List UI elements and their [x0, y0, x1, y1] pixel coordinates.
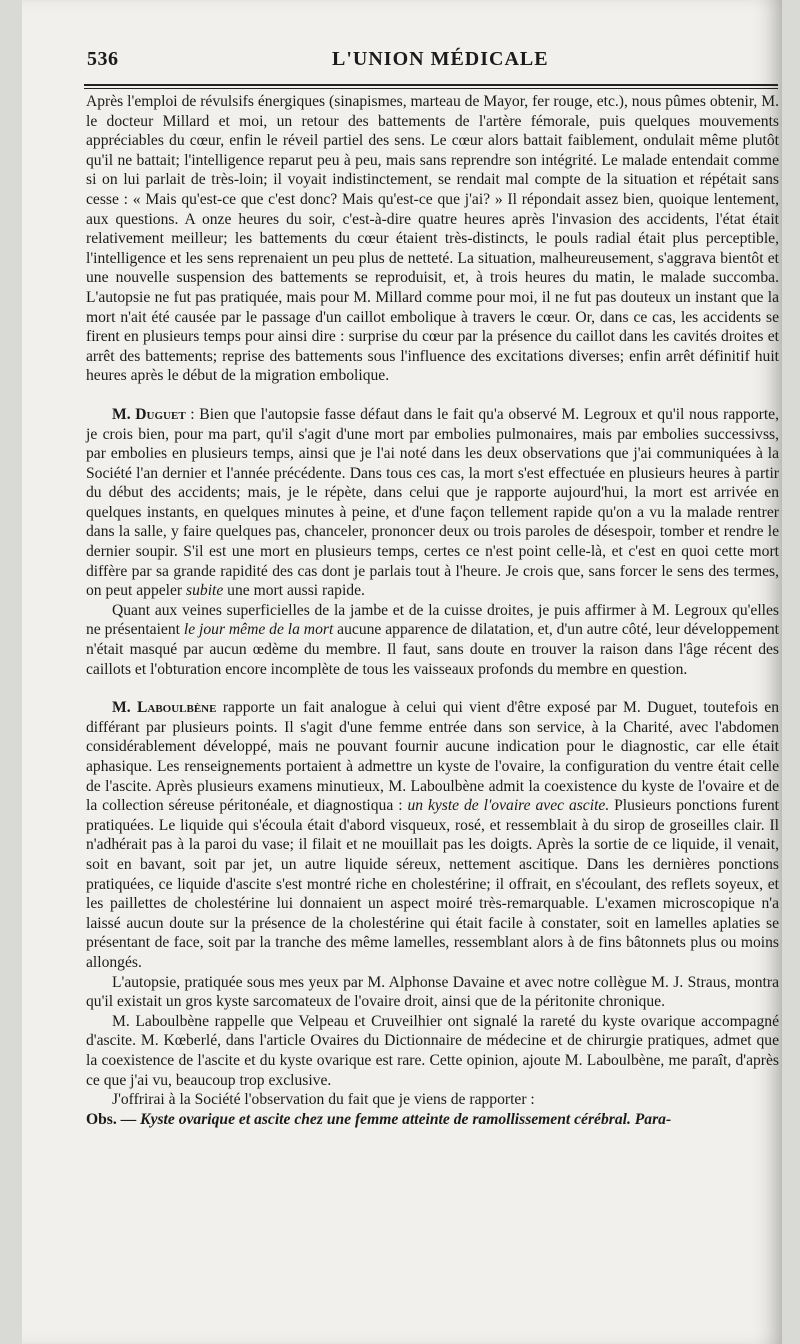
- speaker-name: M. Duguet: [112, 405, 186, 423]
- paragraph-velpeau: M. Laboulbène rappelle que Velpeau et Cruveilhier ont signalé la rareté du kyste ovarique accompagné d'ascite. M. Kœberlé, dans l'article Ovaires du Dictionnaire de médecine et de chirurgie pratiques, admet que la coexistence de l'ascite et du kyste ovarique est rare. Cette opinion, ajoute M. Laboulbène, me paraît, d'après ce que j'ai vu, beaucoup trop exclusive.: [86, 1012, 779, 1089]
- paragraph-laboulbene: [86, 698, 779, 972]
- emphasis: subite: [186, 582, 224, 600]
- article-body: [86, 92, 779, 1129]
- paragraph-text: Plusieurs ponctions furent pratiquées. Le liquide qui s'écoula était d'abord visqueux, rosé, et ressemblait à du sirop de groseilles clair. Il n'adhérait pas à la paroi du vase; il filait et ne mouillait pas les doigts. Après la sortie de ce liquide, il venait, soit en bavant, soit par jet, un autre liquide séreux, nettement ascitique. Dans les dernières ponctions pratiquées, ce liquide d'ascite s'est montré riche en cholestérine; il offrait, en s'écoulant, des reflets soyeux, et les paillettes de cholestérine lui donnaient un aspect moiré très-remarquable. L'examen microscopique n'a laissé aucun doute sur la présence de la cholestérine qui était facile à constater, soit en lamelles aplaties se présentant de face, soit par la tranche des même lamelles, ressemblant alors à de fins bâtonnets plus ou moins allongés.: [86, 797, 779, 971]
- paragraph-text: : Bien que l'autopsie fasse défaut dans le fait qu'a observé M. Legroux et qu'il nous rapporte, je crois bien, pour ma part, qu'il s'agit d'une mort par embolies pulmonaires, mais par embolies successivss, par embolies en plusieurs temps, ainsi que je l'ai noté dans les deux observations que j'ai communiquées à la Société l'an dernier et l'année précédente. Dans tous ces cas, la mort s'est effectuée en plusieurs heures à partir du début des accidents; mais, je le répète, dans celui que je rapporte aujourd'hui, la mort est arrivée en quelques instants, en quelques minutes à peine, et d'une façon tellement rapide qu'on a vu la malade rentrer dans la salle, y faire quelques pas, chanceler, prononcer deux ou trois paroles de désespoir, tomber et rendre le dernier soupir. S'il est une mort en plusieurs temps, certes ce n'est point celle-là, et c'est en quoi cette mort diffère par sa grande rapidité des cas dont je parlais tout à l'heure. Je crois que, sans forcer le sens des termes, on peut appeler: [86, 405, 779, 600]
- paragraph-text: Quant aux veines superficielles de la jambe et de la cuisse droites, je puis affirmer à M. Legroux qu'elles ne présentaient: [86, 601, 779, 639]
- observation-label: Obs. —: [86, 1110, 137, 1128]
- paragraph-text: aucune apparence de dilatation, et, d'un autre côté, leur développement n'était masqué par aucun œdème du membre. Il faut, sans doute en trouver la raison dans l'âge récent des caillots et l'obturation encore incomplète de tous les vaisseaux profonds du membre en question.: [86, 621, 780, 678]
- header-rule: [84, 84, 778, 86]
- paragraph-legroux-case: Après l'emploi de révulsifs énergiques (sinapismes, marteau de Mayor, fer rouge, etc.), nous pûmes obtenir, M. le docteur Millard et moi, un retour des battements de l'artère fémorale, puis quelques mouvements appréciables du cœur, enfin le réveil partiel des sens. Le cœur alors battait faiblement, ondulait même plutôt qu'il ne battait; l'intelligence reparut peu à peu, mais sans reprendre son intégrité. Le malade entendait comme si on lui parlait de très-loin; il voyait indistinctement, se rendait mal compte de la situation et répétait sans cesse : « Mais qu'est-ce que c'est donc? Mais qu'est-ce que j'ai? » Il répondait assez bien, quoique lentement, aux questions. A onze heures du soir, c'est-à-dire quatre heures après l'invasion des accidents, l'état était relativement meilleur; les battements du cœur étaient très-distincts, le pouls radial était plus perceptible, l'intelligence et les sens reprenaient un peu plus de netteté. La situation, malheureusement, s'aggrava bientôt et une nouvelle suspension des battements se reproduisit, et, à trois heures du matin, le malade succomba. L'autopsie ne fut pas pratiquée, mais pour M. Millard comme pour moi, il ne fut pas douteux un instant que la mort n'ait été causée par le passage d'un caillot embolique à travers le cœur. Or, dans ce cas, les accidents se firent en plusieurs temps pour ainsi dire : surprise du cœur par la présence du caillot dans les cavités droites et arrêt des battements; reprise des battements sous l'influence des excitations diverses; enfin arrêt définitif huit heures après le début de la migration embolique.: [86, 93, 779, 385]
- header-rule-thin: [84, 88, 778, 89]
- paragraph-autopsy: L'autopsie, pratiquée sous mes yeux par M. Alphonse Davaine et avec notre collègue M. J. Straus, montra qu'il existait un gros kyste sarcomateux de l'ovaire droit, ainsi que de la péritonite chronique.: [86, 973, 779, 1011]
- page-header: [87, 44, 777, 84]
- emphasis: un kyste de l'ovaire avec ascite.: [407, 797, 610, 815]
- emphasis: le jour même de la mort: [183, 621, 334, 639]
- paragraph-veins: [86, 601, 779, 679]
- paragraph-text: une mort aussi rapide.: [223, 582, 365, 600]
- paragraph-offer: J'offrirai à la Société l'observation du fait que je viens de rapporter :: [112, 1091, 535, 1109]
- book-page: [22, 0, 782, 1344]
- paragraph-duguet: [86, 405, 779, 601]
- page-number: 536: [87, 48, 119, 70]
- observation-heading: [86, 1110, 779, 1130]
- speaker-name: M. Laboulbène: [112, 699, 217, 717]
- running-title: L'UNION MÉDICALE: [332, 48, 549, 70]
- paragraph-text: rapporte un fait analogue à celui qui vient d'être exposé par M. Duguet, toutefois en différant par plusieurs points. Il s'agit d'une femme entrée dans son service, à la Charité, avec l'abdomen considérablement développé, mais ne pouvant fournir aucune indication pour le diagnostic, car elle était aphasique. Les renseignements portaient à admettre un kyste de l'ovaire, la configuration du ventre était celle de l'ascite. Après plusieurs examens minutieux, M. Laboulbène admit la coexistence du kyste de l'ovaire et de la collection séreuse péritonéale, et diagnostiqua :: [86, 699, 779, 815]
- observation-title: Kyste ovarique et ascite chez une femme atteinte de ramollissement cérébral. Para-: [136, 1110, 672, 1128]
